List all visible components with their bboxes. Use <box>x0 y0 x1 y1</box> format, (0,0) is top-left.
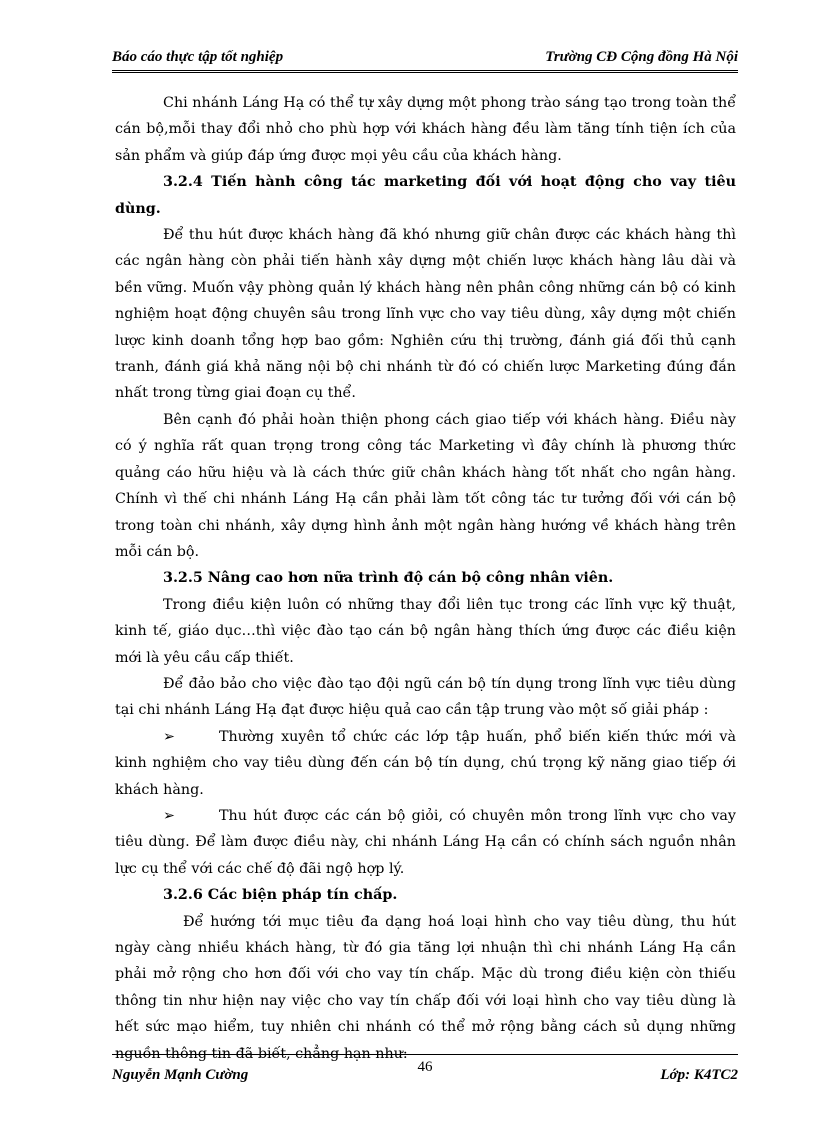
header-report-title: Báo cáo thực tập tốt nghiệp <box>112 49 284 65</box>
bullet-item <box>115 724 736 803</box>
bullet-text: Thu hút được các cán bộ giỏi, có chuyên môn trong lĩnh vực cho vay tiêu dùng. Để làm được điều này, chi nhánh Láng Hạ cần có chính sách nguồn nhân lực cụ thể với các chế độ đãi ngộ hợp lý. <box>115 807 736 877</box>
footer-class: Lớp: K4TC2 <box>660 1067 738 1083</box>
paragraph: Để thu hút được khách hàng đã khó nhưng giữ chân được các khách hàng thì các ngân hàng còn phải tiến hành xây dựng một chiến lược khách hàng lâu dài và bền vững. Muốn vậy phòng quản lý khách hàng nên phân công những cán bộ có kinh nghiệm hoạt động chuyên sâu trong lĩnh vực cho vay tiêu dùng, xây dựng một chiến lược kinh doanh tổng hợp bao gồm: Nghiên cứu thị trường, đánh giá đối thủ cạnh tranh, đánh giá khả năng nội bộ chi nhánh từ đó có chiến lược Marketing đúng đắn nhất trong từng giai đoạn cụ thể. <box>115 227 736 402</box>
arrow-bullet-icon: ➢ <box>163 807 175 824</box>
paragraph: Trong điều kiện luôn có những thay đổi liên tục trong các lĩnh vực kỹ thuật, kinh tế, giáo dục…thì việc đào tạo cán bộ ngân hàng thích ứng được các điều kiện mới là yêu cầu cấp thiết. <box>115 596 736 666</box>
page-header <box>112 44 738 73</box>
section-heading: 3.2.4 Tiến hành công tác marketing đối với hoạt động cho vay tiêu dùng. <box>115 174 736 217</box>
page-number: 46 <box>417 1059 433 1075</box>
paragraph: Để đảo bảo cho việc đào tạo đội ngũ cán bộ tín dụng trong lĩnh vực tiêu dùng tại chi nhánh Láng Hạ đạt được hiệu quả cao cần tập trung vào một số giải pháp : <box>115 675 736 719</box>
paragraph: Bên cạnh đó phải hoàn thiện phong cách giao tiếp với khách hàng. Điều này có ý nghĩa rất quan trọng trong công tác Marketing vì đây chính là phương thức quảng cáo hữu hiệu và là cách thức giữ chân khách hàng tốt nhất cho ngân hàng. Chính vì thế chi nhánh Láng Hạ cần phải làm tốt công tác tư tưởng đối với cán bộ trong toàn chi nhánh, xây dựng hình ảnh một ngân hàng hướng về khách hàng trên mỗi cán bộ. <box>115 411 736 560</box>
section-heading: 3.2.6 Các biện pháp tín chấp. <box>163 887 398 904</box>
bullet-text: Thường xuyên tổ chức các lớp tập huấn, phổ biến kiến thức mới và kinh nghiệm cho vay tiêu dùng đến cán bộ tín dụng, chú trọng kỹ năng giao tiếp ới khách hàng. <box>115 728 736 798</box>
page-body <box>115 90 736 1067</box>
paragraph: Chi nhánh Láng Hạ có thể tự xây dựng một phong trào sáng tạo trong toàn thể cán bộ,mỗi thay đổi nhỏ cho phù hợp với khách hàng đều làm tăng tính tiện ích của sản phẩm và giúp đáp ứng được mọi yêu cầu của khách hàng. <box>115 95 736 164</box>
section-heading: 3.2.5 Nâng cao hơn nữa trình độ cán bộ công nhân viên. <box>163 570 614 587</box>
footer-author: Nguyễn Mạnh Cường <box>112 1067 249 1083</box>
paragraph: Để hướng tới mục tiêu đa dạng hoá loại hình cho vay tiêu dùng, thu hút ngày càng nhiều khách hàng, từ đó gia tăng lợi nhuận thì chi nhánh Láng Hạ cần phải mở rộng cho hơn đối với cho vay tín chấp. Mặc dù trong điều kiện còn thiếu thông tin như hiện nay việc cho vay tín chấp đối với loại hình cho vay tiêu dùng là hết sức mạo hiểm, tuy nhiên chi nhánh có thể mở rộng bằng cách sủ dụng những nguồn thông tin đã biết, chẳng hạn như: <box>115 913 736 1062</box>
bullet-item <box>115 803 736 882</box>
arrow-bullet-icon: ➢ <box>163 728 175 745</box>
page-footer <box>112 1054 738 1087</box>
header-school-name: Trường CĐ Cộng đồng Hà Nội <box>545 49 738 65</box>
